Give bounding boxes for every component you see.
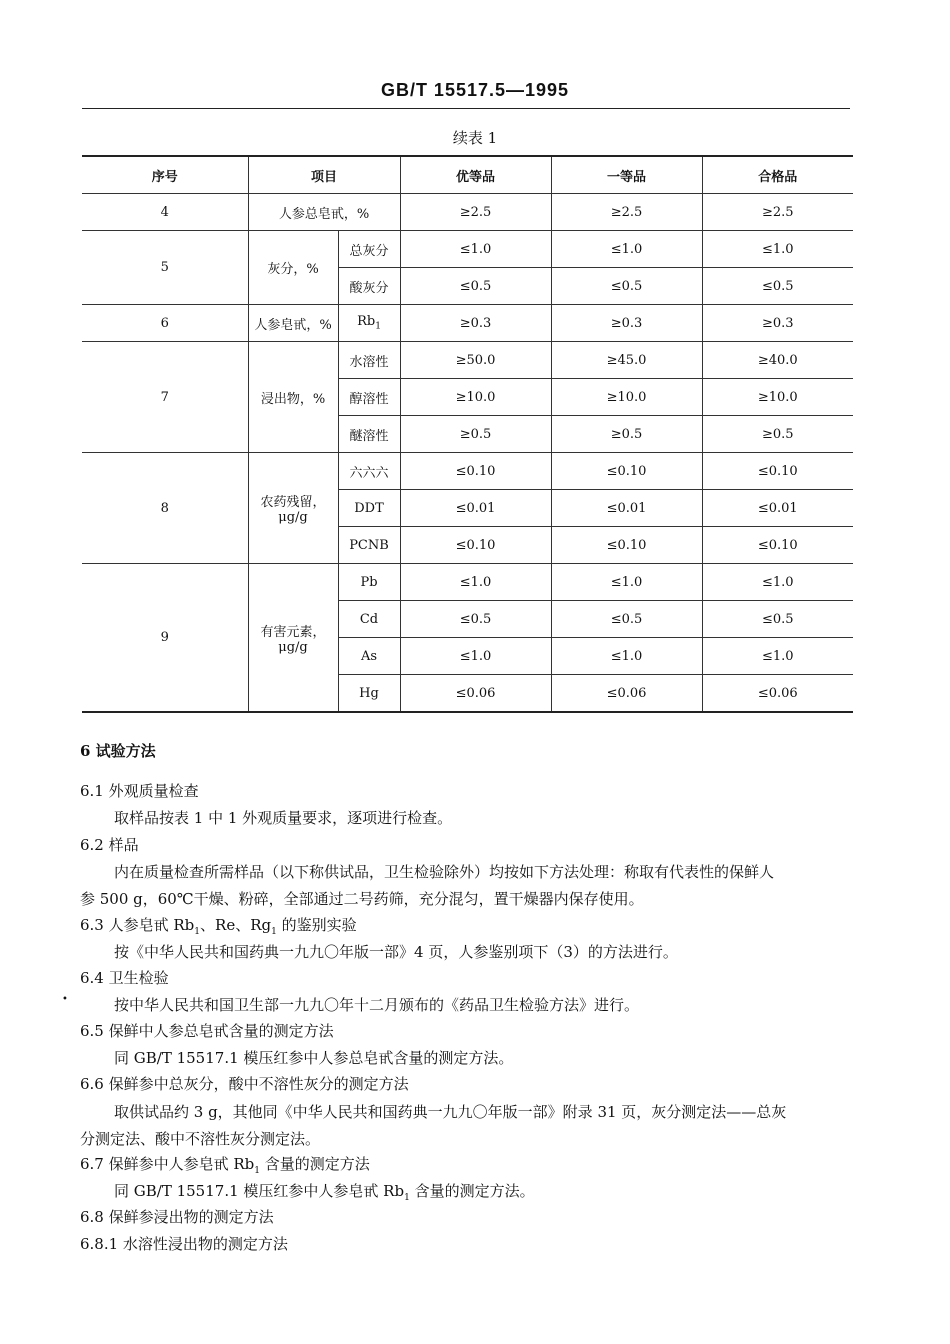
value-cell: ≤0.10 [400,453,551,490]
value-cell: ≤0.01 [551,490,702,527]
paragraph: 按中华人民共和国卫生部一九九〇年十二月颁布的《药品卫生检验方法》进行。 [114,996,640,1014]
value-cell: ≤0.5 [702,601,853,638]
value-cell: ≤1.0 [400,638,551,675]
value-cell: ≤1.0 [400,564,551,601]
header-rule [82,108,850,109]
value-cell: ≤0.10 [702,453,853,490]
col-header-no: 序号 [82,156,248,194]
value-cell: ≤0.01 [702,490,853,527]
row-no: 6 [82,305,248,342]
section-heading [80,914,357,937]
value-cell: ≤1.0 [702,231,853,268]
value-cell: ≥10.0 [702,379,853,416]
subscript: 1 [271,927,277,937]
row-item [248,564,338,713]
value-cell: ≤0.10 [702,527,853,564]
value-cell: ≤0.10 [551,527,702,564]
row-no: 9 [82,564,248,713]
value-cell: ≤0.06 [400,675,551,713]
value-cell: ≥0.5 [551,416,702,453]
paragraph: 参 500 g，60℃干燥、粉碎，全部通过二号药筛，充分混匀，置干燥器内保存使用。 [80,890,644,908]
paragraph: 按《中华人民共和国药典一九九〇年版一部》4 页，人参鉴别项下（3）的方法进行。 [114,943,678,961]
heading-text: 、Re、Rg [200,916,272,934]
row-item [248,453,338,564]
value-cell: ≤0.10 [400,527,551,564]
col-header-premium: 优等品 [400,156,551,194]
value-cell: ≤0.5 [400,601,551,638]
table-row [82,231,853,268]
subscript: 1 [194,927,201,937]
row-no: 4 [82,194,248,231]
sub-item: 总灰分 [338,231,400,268]
col-header-qualified: 合格品 [702,156,853,194]
sub-item: DDT [338,490,400,527]
sub-item: As [338,638,400,675]
row-item: 灰分，% [248,231,338,305]
standard-code-header: GB/T 15517.5—1995 [380,80,570,100]
value-cell: ≥2.5 [702,194,853,231]
paragraph: 取供试品约 3 g，其他同《中华人民共和国药典一九九〇年版一部》附录 31 页，灰分测定法——总灰 [114,1103,787,1121]
heading-text: 含量的测定方法 [260,1155,370,1173]
row-item-line: 农药残留， [260,495,326,510]
table-row [82,305,853,342]
heading-text: 6.7 保鲜参中人参皂甙 Rb [80,1155,255,1173]
value-cell: ≥0.5 [400,416,551,453]
sub-item-main: Rb [357,314,376,330]
quality-indicator-table [82,155,853,713]
section-heading: 6.5 保鲜中人参总皂甙含量的测定方法 [80,1022,334,1040]
sub-item: PCNB [338,527,400,564]
sub-item: 醚溶性 [338,416,400,453]
col-header-first-grade: 一等品 [551,156,702,194]
paragraph: 分测定法、酸中不溶性灰分测定法。 [80,1130,321,1148]
section-heading: 6 试验方法 [80,742,156,760]
section-heading [80,1153,370,1176]
subscript: 1 [404,1193,410,1203]
table-header-row [82,156,853,194]
value-cell: ≥0.3 [400,305,551,342]
table-row [82,194,853,231]
paragraph-text: 同 GB/T 15517.1 模压红参中人参皂甙 Rb [114,1182,405,1200]
row-item-unit: μg/g [278,639,308,655]
value-cell: ≤0.01 [400,490,551,527]
section-heading: 6.8.1 水溶性浸出物的测定方法 [80,1235,288,1253]
paragraph-text: 含量的测定方法。 [409,1182,535,1200]
paragraph [114,1180,535,1203]
value-cell: ≤1.0 [702,564,853,601]
table-row [82,342,853,379]
value-cell: ≥0.3 [551,305,702,342]
row-item: 人参总皂甙，% [248,194,400,231]
value-cell: ≤0.06 [702,675,853,713]
table-row [82,564,853,601]
row-item: 人参皂甙，% [248,305,338,342]
table-caption: 续表 1 [452,129,498,147]
value-cell: ≤0.5 [551,268,702,305]
value-cell: ≤0.5 [400,268,551,305]
section-heading: 6.6 保鲜参中总灰分，酸中不溶性灰分的测定方法 [80,1075,409,1093]
sub-item: Pb [338,564,400,601]
sub-item: Hg [338,675,400,713]
table-row [82,453,853,490]
row-item: 浸出物，% [248,342,338,453]
value-cell: ≥10.0 [400,379,551,416]
row-no: 7 [82,342,248,453]
value-cell: ≤1.0 [551,231,702,268]
sub-item: 酸灰分 [338,268,400,305]
row-item-line: 有害元素， [260,624,326,640]
value-cell: ≥10.0 [551,379,702,416]
section-heading: 6.2 样品 [80,836,139,854]
section-heading: 6.1 外观质量检查 [80,782,199,800]
sub-item-index: 1 [375,321,381,332]
col-header-item: 项目 [248,156,400,194]
sub-item [338,305,400,342]
paragraph: 同 GB/T 15517.1 模压红参中人参总皂甙含量的测定方法。 [114,1049,514,1067]
sub-item: Cd [338,601,400,638]
value-cell: ≥40.0 [702,342,853,379]
value-cell: ≤0.5 [702,268,853,305]
value-cell: ≤1.0 [551,638,702,675]
value-cell: ≤0.10 [551,453,702,490]
section-heading: 6.8 保鲜参浸出物的测定方法 [80,1208,274,1226]
row-no: 8 [82,453,248,564]
paragraph: 内在质量检查所需样品（以下称供试品，卫生检验除外）均按如下方法处理：称取有代表性的保鲜人 [114,863,775,881]
paragraph: 取样品按表 1 中 1 外观质量要求，逐项进行检查。 [114,809,453,827]
value-cell: ≤1.0 [702,638,853,675]
value-cell: ≥2.5 [551,194,702,231]
value-cell: ≥50.0 [400,342,551,379]
value-cell: ≤1.0 [400,231,551,268]
value-cell: ≤0.06 [551,675,702,713]
stray-mark: • [62,994,68,1005]
value-cell: ≥45.0 [551,342,702,379]
value-cell: ≤0.5 [551,601,702,638]
value-cell: ≥2.5 [400,194,551,231]
value-cell: ≥0.5 [702,416,853,453]
row-no: 5 [82,231,248,305]
heading-text: 的鉴别实验 [276,916,357,934]
value-cell: ≤1.0 [551,564,702,601]
sub-item: 水溶性 [338,342,400,379]
sub-item: 醇溶性 [338,379,400,416]
heading-text: 6.3 人参皂甙 Rb [80,916,195,934]
section-heading: 6.4 卫生检验 [80,969,169,987]
value-cell: ≥0.3 [702,305,853,342]
subscript: 1 [254,1166,261,1176]
row-item-unit: μg/g [278,510,308,525]
sub-item: 六六六 [338,453,400,490]
